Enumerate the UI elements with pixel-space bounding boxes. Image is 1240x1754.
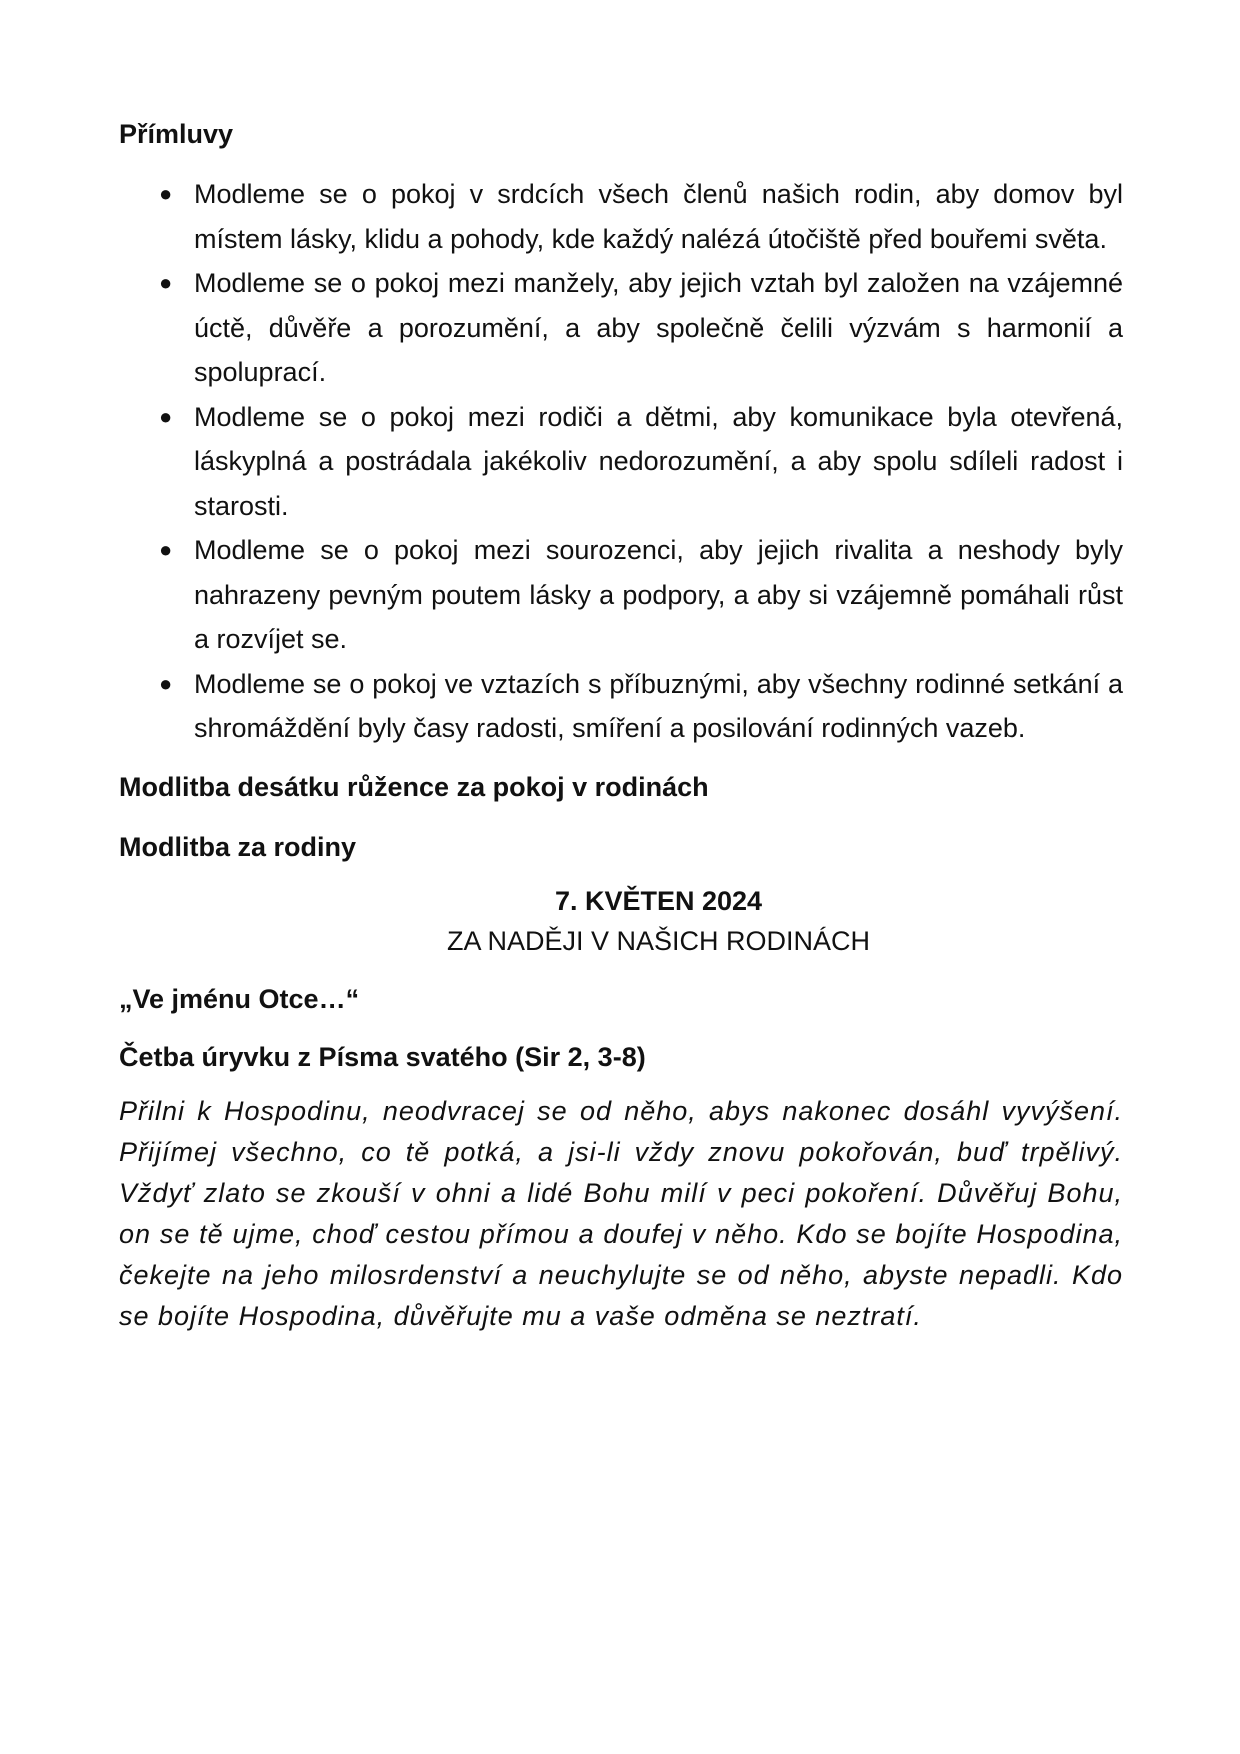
- list-item: [119, 261, 1123, 395]
- intercessions-heading: Přímluvy: [119, 119, 234, 149]
- list-item: [119, 395, 1123, 529]
- date-subtitle: ZA NADĚJI V NAŠICH RODINÁCH: [446, 925, 871, 956]
- bullet-icon: ●: [159, 181, 173, 206]
- intercession-text: Modleme se o pokoj mezi rodiči a dětmi, aby komunikace byla otevřená, láskyplná a postrádala jakékoliv nedorozumění, a aby spolu sdíleli radost i starosti.: [194, 401, 1123, 521]
- list-item: [119, 662, 1123, 751]
- list-item: [119, 528, 1123, 662]
- list-item: [119, 172, 1123, 261]
- rosary-heading: Modlitba desátku růžence za pokoj v rodinách: [119, 771, 709, 802]
- families-prayer-heading: Modlitba za rodiny: [119, 831, 357, 862]
- bullet-icon: ●: [159, 537, 173, 562]
- intercession-text: Modleme se o pokoj mezi sourozenci, aby jejich rivalita a neshody byly nahrazeny pevným poutem lásky a podpory, a aby si vzájemně pomáhali růst a rozvíjet se.: [194, 535, 1123, 654]
- bullet-icon: ●: [159, 270, 173, 295]
- reading-heading: Četba úryvku z Písma svatého (Sir 2, 3-8): [119, 1041, 646, 1072]
- intercessions-list: [119, 172, 1123, 751]
- intercession-text: Modleme se o pokoj v srdcích všech členů našich rodin, aby domov byl místem lásky, klidu a pohody, kde každý nalézá útočiště před bouřemi světa.: [194, 179, 1123, 254]
- intercession-text: Modleme se o pokoj ve vztazích s příbuznými, aby všechny rodinné setkání a shromáždění byly časy radosti, smíření a posilování rodinných vazeb.: [194, 668, 1123, 743]
- intercession-text: Modleme se o pokoj mezi manžely, aby jejich vztah byl založen na vzájemné úctě, důvěře a porozumění, a aby společně čelili výzvám s harmonií a spoluprací.: [194, 268, 1123, 387]
- date-block: [119, 881, 1123, 961]
- bullet-icon: ●: [159, 403, 173, 429]
- date-title: 7. KVĚTEN 2024: [554, 885, 763, 916]
- bullet-icon: ●: [159, 670, 173, 696]
- document-page: [119, 112, 1123, 1337]
- invocation-heading: „Ve jménu Otce…“: [119, 983, 360, 1014]
- scripture-reading-text: Přilni k Hospodinu, neodvracej se od něho, abys nakonec dosáhl vyvýšení. Přijímej všechno, co tě potká, a jsi-li vždy znovu pokořován, buď trpělivý. Vždyť zlato se zkouší v ohni a lidé Bohu milí v peci pokoření. Důvěřuj Bohu, on se tě ujme, choď cestou přímou a doufej v něho. Kdo se bojíte Hospodina, čekejte na jeho milosrdenství a neuchylujte se od něho, abyste nepadli. Kdo se bojíte Hospodina, důvěřujte mu a vaše odměna se neztratí.: [119, 1095, 1123, 1331]
